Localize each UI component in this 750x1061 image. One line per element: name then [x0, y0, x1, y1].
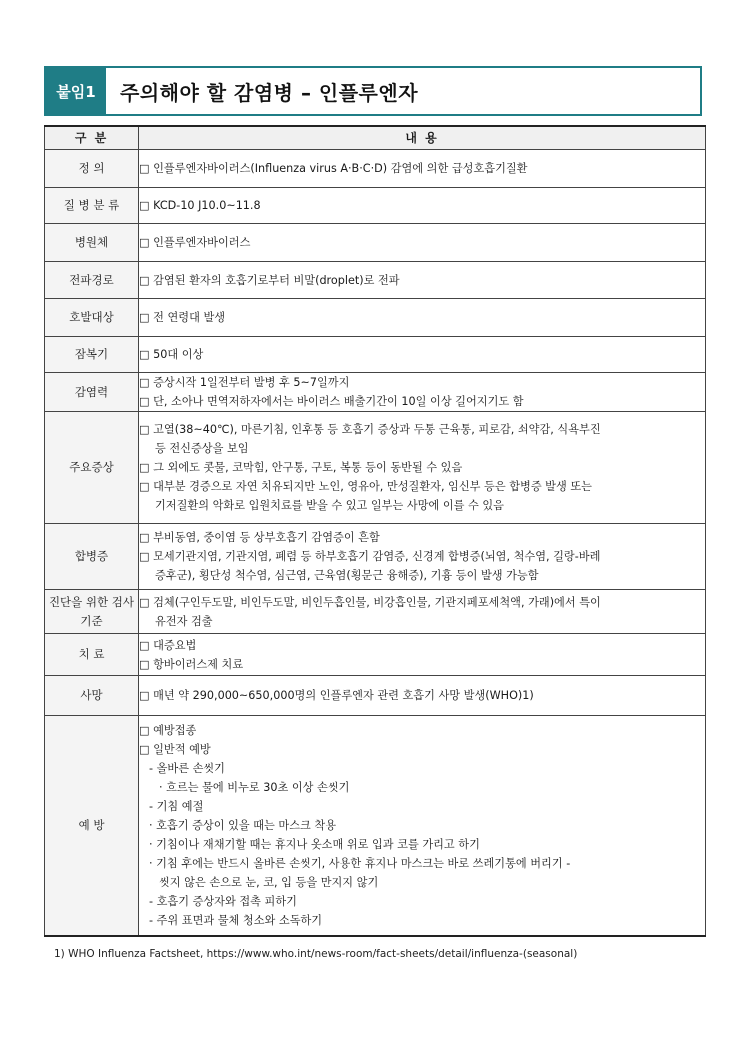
content-line: □ 감염된 환자의 호흡기로부터 비말(droplet)로 전파: [139, 273, 400, 287]
row-content: [139, 412, 706, 524]
table-header-row: [45, 126, 706, 150]
content-line: □ 단, 소아나 면역저하자에서는 바이러스 배출기간이 10일 이상 길어지기도 함: [139, 395, 524, 408]
row-content: [139, 150, 706, 188]
row-content: [139, 337, 706, 373]
content-line: □ 전 연령대 발생: [139, 311, 226, 324]
content-line: □ 인플루엔자바이러스(Influenza virus A·B·C·D) 감염에 의한 급성호흡기질환: [139, 162, 528, 175]
table-row: [45, 590, 706, 634]
row-content: [139, 188, 706, 224]
content-line: □ 부비동염, 중이염 등 상부호흡기 감염증이 흔함: [139, 531, 380, 544]
row-label: 전파경로: [45, 262, 139, 299]
table-row: [45, 634, 706, 676]
table-row: [45, 716, 706, 936]
row-label: 사망: [45, 676, 139, 716]
row-label: 합병증: [45, 524, 139, 590]
row-content: [139, 299, 706, 337]
row-content: [139, 634, 706, 676]
row-label: 정 의: [45, 150, 139, 188]
table-row: [45, 337, 706, 373]
table-row: [45, 299, 706, 337]
row-content: [139, 262, 706, 299]
content-line: □ 검체(구인두도말, 비인두도말, 비인두흡인물, 비강흡인물, 기관지페포세척액, 가래)에서 특이: [139, 595, 601, 609]
info-table: [44, 125, 706, 937]
table-row: [45, 224, 706, 262]
row-content: [139, 676, 706, 716]
col-header-content: 내 용: [139, 126, 706, 150]
content-line: · 기침이나 재채기할 때는 휴지나 옷소매 위로 입과 코를 가리고 하기: [149, 837, 480, 851]
col-header-category: 구 분: [45, 126, 139, 150]
row-content: [139, 373, 706, 412]
content-line: · 흐르는 물에 비누로 30초 이상 손씻기: [159, 780, 350, 794]
row-content: [139, 524, 706, 590]
content-line: - 호흡기 증상자와 접촉 피하기: [149, 894, 297, 908]
content-line: - 올바른 손씻기: [149, 761, 225, 775]
table-row: [45, 412, 706, 524]
row-label: 호발대상: [45, 299, 139, 337]
content-line: □ 인플루엔자바이러스: [139, 236, 251, 249]
content-line: □ 고열(38~40℃), 마른기침, 인후통 등 호흡기 증상과 두통 근육통, 피로감, 쇠약감, 식욕부진: [139, 423, 601, 436]
content-line: 유전자 검출: [155, 614, 213, 628]
row-label: 병원체: [45, 224, 139, 262]
content-line: □ 항바이러스제 치료: [139, 657, 244, 671]
content-line: □ 대증요법: [139, 638, 197, 652]
content-line: □ 예방접종: [139, 723, 197, 737]
table-row: [45, 262, 706, 299]
title-box: [44, 66, 702, 116]
page-title: 주의해야 할 감염병 – 인플루엔자: [120, 80, 419, 105]
content-line: · 호흡기 증상이 있을 때는 마스크 착용: [149, 818, 337, 832]
attachment-tag: 붙임1: [46, 68, 106, 114]
content-line: □ 그 외에도 콧물, 코막힘, 안구통, 구토, 복통 등이 동반될 수 있음: [139, 461, 463, 474]
row-content: [139, 590, 706, 634]
row-label: 예 방: [45, 716, 139, 936]
content-line: □ 모세기관지염, 기관지염, 폐렴 등 하부호흡기 감염증, 신경계 합병증(뇌염, 척수염, 길랑-바레: [139, 550, 601, 563]
row-content: [139, 716, 706, 936]
content-line: □ 증상시작 1일전부터 발병 후 5~7일까지: [139, 376, 350, 389]
content-line: 씻지 않은 손으로 눈, 코, 입 등을 만지지 않기: [159, 875, 379, 889]
content-line: □ 50대 이상: [139, 348, 204, 361]
table-row: [45, 524, 706, 590]
content-line: 등 전신증상을 보임: [155, 442, 249, 455]
table-row: [45, 150, 706, 188]
row-label: 치 료: [45, 634, 139, 676]
content-line: · 기침 후에는 반드시 올바른 손씻기, 사용한 휴지나 마스크는 바로 쓰레기통에 버리기 -: [149, 856, 571, 870]
table-row: [45, 676, 706, 716]
content-line: □ 일반적 예방: [139, 742, 211, 756]
row-label: 주요증상: [45, 412, 139, 524]
footnote: 1) WHO Influenza Factsheet, https://www.who.int/news-room/fact-sheets/detail/influenza-(seasonal): [54, 948, 578, 960]
table-row: [45, 188, 706, 224]
row-content: [139, 224, 706, 262]
row-label: 진단을 위한 검사기준: [45, 590, 139, 634]
content-line: □ KCD-10 J10.0~11.8: [139, 199, 261, 212]
content-line: - 기침 예절: [149, 799, 204, 813]
content-line: 기저질환의 악화로 입원치료를 받을 수 있고 일부는 사망에 이를 수 있음: [155, 499, 504, 512]
row-label: 감염력: [45, 373, 139, 412]
content-line: □ 매년 약 290,000~650,000명의 인플루엔자 관련 호흡기 사망 발생(WHO)1): [139, 689, 534, 702]
row-label: 잠복기: [45, 337, 139, 373]
content-line: 증후군), 횡단성 척수염, 심근염, 근육염(횡문근 융해증), 기흉 등이 발생 가능함: [155, 569, 539, 582]
row-label: 질 병 분 류: [45, 188, 139, 224]
content-line: - 주위 표면과 물체 청소와 소독하기: [149, 913, 323, 927]
table-row: [45, 373, 706, 412]
content-line: □ 대부분 경증으로 자연 치유되지만 노인, 영유아, 만성질환자, 임신부 등은 합병증 발생 또는: [139, 480, 592, 493]
